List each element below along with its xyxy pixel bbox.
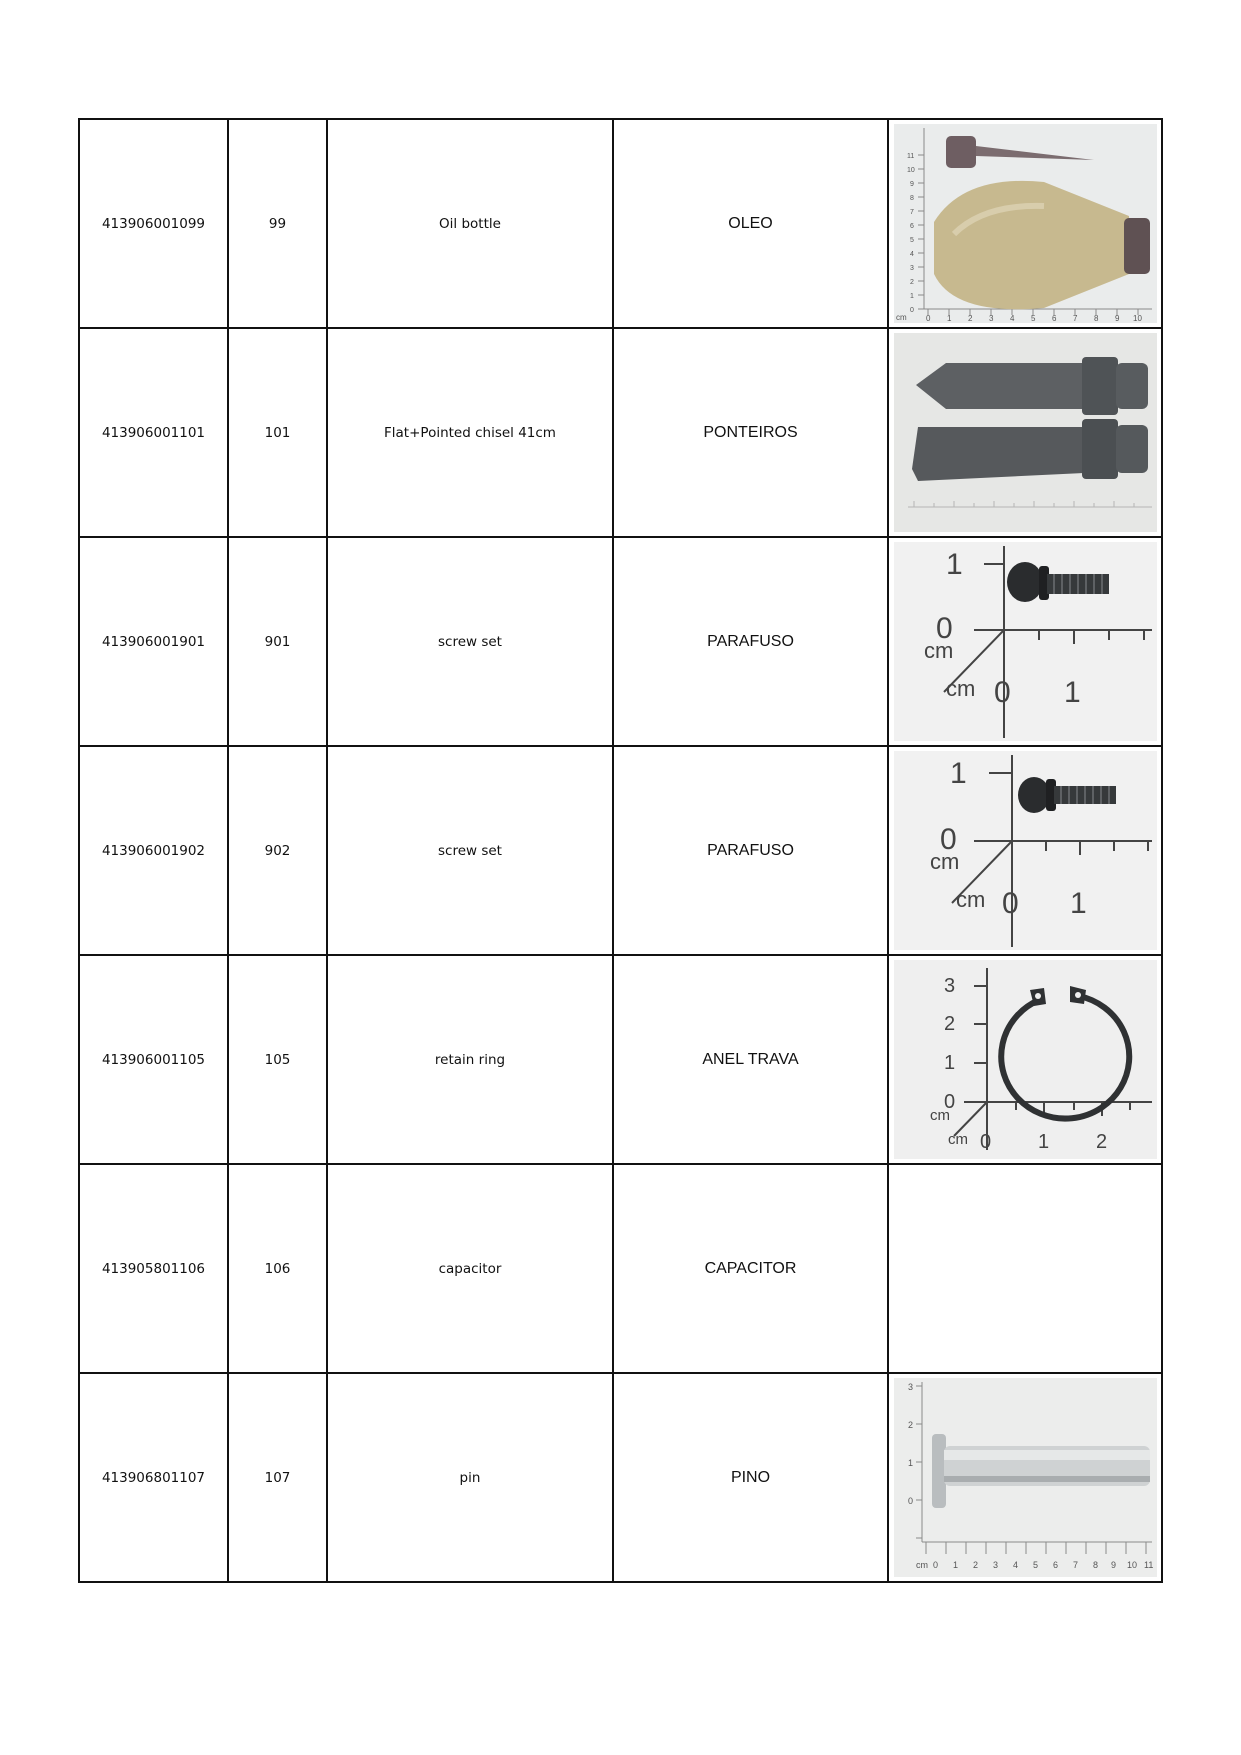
svg-text:3: 3	[988, 314, 993, 323]
tick-label: 3	[909, 265, 914, 272]
screw-photo	[894, 751, 1157, 950]
tick-label: 0	[939, 823, 957, 856]
position-number: 106	[228, 1164, 327, 1373]
table-row	[79, 955, 1162, 1164]
part-name-pt: ANEL TRAVA	[613, 955, 888, 1164]
svg-text:7: 7	[1072, 1560, 1078, 1570]
tick-label: 3	[943, 975, 955, 997]
tick-label: 0	[993, 676, 1011, 709]
svg-text:7: 7	[1072, 314, 1077, 323]
pin-head	[932, 1434, 946, 1508]
svg-text:1: 1	[946, 314, 951, 323]
part-number: 413906001101	[79, 328, 228, 537]
tick-label: 0	[979, 1131, 991, 1153]
ruler-unit: cm	[947, 1131, 968, 1148]
tick-label: 1	[907, 1458, 913, 1468]
nozzle-cap	[946, 136, 976, 168]
tick-label: 0	[909, 307, 914, 314]
part-number: 413906001099	[79, 119, 228, 328]
ruler-unit: cm	[915, 1560, 928, 1570]
tick-label: 0	[907, 1496, 913, 1506]
position-number: 107	[228, 1373, 327, 1582]
tick-label: 1	[949, 757, 967, 790]
position-number: 105	[228, 955, 327, 1164]
tick-label: 2	[909, 279, 914, 286]
part-description: screw set	[327, 537, 613, 746]
part-number: 413906801107	[79, 1373, 228, 1582]
chisels-photo	[894, 333, 1157, 532]
parts-table	[78, 118, 1163, 1583]
part-name-pt: PINO	[613, 1373, 888, 1582]
ruler-unit: cm	[945, 676, 975, 701]
part-image-cell	[888, 537, 1162, 746]
tick-label: 1	[1037, 1131, 1049, 1153]
tick-label: 1	[1063, 676, 1081, 709]
part-image-cell	[888, 955, 1162, 1164]
tick-label: 7	[909, 209, 914, 216]
svg-text:5: 5	[1030, 314, 1035, 323]
table-row	[79, 1164, 1162, 1373]
part-description: Oil bottle	[327, 119, 613, 328]
part-image-cell-empty	[888, 1164, 1162, 1373]
pin-photo	[894, 1378, 1157, 1577]
ruler-unit: cm	[895, 313, 907, 322]
flat-chisel-body	[912, 427, 1084, 481]
part-name-pt: PARAFUSO	[613, 537, 888, 746]
svg-text:8: 8	[1093, 314, 1098, 323]
svg-text:6: 6	[1052, 1560, 1058, 1570]
part-name-pt: PONTEIROS	[613, 328, 888, 537]
tick-label: 1	[1069, 887, 1087, 920]
part-image-cell	[888, 328, 1162, 537]
part-name-pt: OLEO	[613, 119, 888, 328]
tick-label: 0	[1001, 887, 1019, 920]
svg-text:2: 2	[967, 314, 972, 323]
svg-text:9: 9	[1110, 1560, 1116, 1570]
tick-label: 1	[909, 293, 914, 300]
table-row	[79, 1373, 1162, 1582]
table-row	[79, 328, 1162, 537]
svg-text:6: 6	[1051, 314, 1056, 323]
tick-label: 5	[909, 237, 914, 244]
svg-text:5: 5	[1032, 1560, 1038, 1570]
svg-text:1: 1	[952, 1560, 958, 1570]
part-description: Flat+Pointed chisel 41cm	[327, 328, 613, 537]
svg-text:4: 4	[1009, 314, 1014, 323]
position-number: 99	[228, 119, 327, 328]
part-image-cell	[888, 1373, 1162, 1582]
tick-label: 2	[943, 1013, 955, 1035]
oil-bottle-photo	[894, 124, 1157, 323]
part-description: capacitor	[327, 1164, 613, 1373]
ruler-unit: cm	[955, 887, 985, 912]
tick-label: 11	[906, 153, 914, 160]
table-row	[79, 537, 1162, 746]
part-description: screw set	[327, 746, 613, 955]
ruler-unit: cm	[929, 849, 959, 874]
svg-text:8: 8	[1092, 1560, 1098, 1570]
part-name-pt: CAPACITOR	[613, 1164, 888, 1373]
part-name-pt: PARAFUSO	[613, 746, 888, 955]
ruler-unit: cm	[923, 638, 953, 663]
tick-label: 10	[906, 167, 915, 174]
table-row	[79, 746, 1162, 955]
part-number: 413905801106	[79, 1164, 228, 1373]
tick-label: 0	[935, 612, 953, 645]
tick-label: 2	[907, 1420, 913, 1430]
screw-photo	[894, 542, 1157, 741]
part-image-cell	[888, 119, 1162, 328]
bottle-cap	[1124, 218, 1150, 274]
screw-head	[1007, 562, 1043, 602]
part-number: 413906001105	[79, 955, 228, 1164]
tick-label: 2	[1095, 1131, 1107, 1153]
part-description: pin	[327, 1373, 613, 1582]
position-number: 902	[228, 746, 327, 955]
svg-text:10: 10	[1126, 1560, 1137, 1570]
tick-label: 9	[909, 181, 914, 188]
part-number: 413906001902	[79, 746, 228, 955]
svg-text:11: 11	[1143, 1560, 1153, 1570]
table-row	[79, 119, 1162, 328]
tick-label: 4	[909, 251, 914, 258]
svg-text:0: 0	[932, 1560, 938, 1570]
screw-head	[1018, 777, 1050, 813]
svg-text:4: 4	[1012, 1560, 1018, 1570]
position-number: 101	[228, 328, 327, 537]
tick-label: 3	[907, 1382, 913, 1392]
tick-label: 8	[909, 195, 914, 202]
svg-text:0: 0	[925, 314, 930, 323]
pointed-chisel-body	[916, 363, 1084, 409]
svg-text:9: 9	[1114, 314, 1119, 323]
part-image-cell	[888, 746, 1162, 955]
tick-label: 6	[909, 223, 914, 230]
svg-text:3: 3	[992, 1560, 998, 1570]
part-number: 413906001901	[79, 537, 228, 746]
ruler-unit: cm	[929, 1107, 950, 1124]
position-number: 901	[228, 537, 327, 746]
svg-text:2: 2	[972, 1560, 978, 1570]
tick-label: 0	[943, 1091, 955, 1113]
tick-label: 1	[945, 548, 963, 581]
svg-text:10: 10	[1132, 314, 1142, 323]
part-description: retain ring	[327, 955, 613, 1164]
retaining-ring-photo	[894, 960, 1157, 1159]
tick-label: 1	[943, 1052, 955, 1074]
